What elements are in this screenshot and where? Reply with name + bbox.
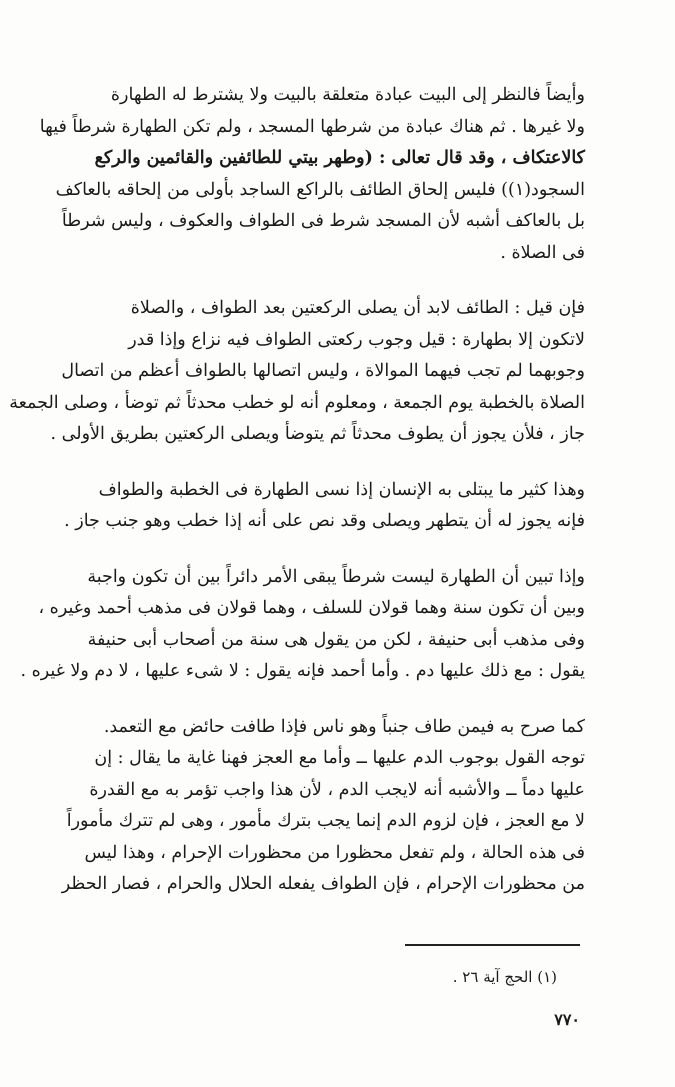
quran-verse-line: كالاعتكاف ، وقد قال تعالى : (وطهر بيتي للطائفين والقائمين والركع	[94, 148, 585, 168]
text-line: السجود(١)) فليس إلحاق الطائف بالراكع الساجد بأولى من إلحاقه بالعاكف	[55, 179, 585, 200]
paragraph-5	[61, 712, 585, 901]
text-line: وأيضاً فالنظر إلى البيت عبادة متعلقة بالبيت ولا يشترط له الطهارة	[110, 85, 585, 105]
text-line: وجوبهما لم تجب فيهما الموالاة ، وليس اتصالها بالطواف أعظم من اتصال	[61, 361, 585, 381]
text-line: يقول : مع ذلك عليها دم . وأما أحمد فإنه يقول : لا شىء عليها ، لا دم ولا غيره .	[20, 661, 585, 681]
text-line: ولا غيرها . ثم هناك عبادة من شرطها المسجد ، ولم تكن الطهارة شرطاً فيها	[39, 116, 585, 137]
text-line: عليها دماً ــ والأشبه أنه لايجب الدم ، لأن هذا واجب تؤمر به مع القدرة	[89, 779, 585, 800]
text-line: فإن قيل : الطائف لابد أن يصلى الركعتين بعد الطواف ، والصلاة	[130, 298, 585, 318]
paragraph-1	[39, 80, 585, 269]
footnote: (١) الحج آية ٢٦ .	[452, 968, 557, 986]
text-line: وبين أن تكون سنة وهما قولان للسلف ، وهما قولان فى مذهب أحمد وغيره ،	[38, 598, 585, 618]
text-line: كما صرح به فيمن طاف جنباً وهو ناس فإذا طافت حائض مع التعمد.	[103, 716, 585, 737]
text-line: فإنه يجوز له أن يتطهر ويصلى وقد نص على أنه إذا خطب وهو جنب جاز .	[64, 511, 585, 531]
text-line: لا مع العجز ، فإن لزوم الدم إنما يجب بترك مأمور ، وهى لم تترك مأموراً	[66, 811, 585, 831]
body-text	[9, 80, 585, 925]
text-line: جاز ، فلأن يجوز أن يطوف محدثاً ثم يتوضأ ويصلى الركعتين بطريق الأولى .	[50, 424, 585, 444]
footnote-divider	[405, 944, 580, 946]
text-line: الصلاة بالخطبة يوم الجمعة ، ومعلوم أنه لو خطب محدثاً ثم توضأ ، وصلى الجمعة	[9, 392, 585, 413]
text-line: توجه القول بوجوب الدم عليها ــ وأما مع العجز فهنا غاية ما يقال : إن	[94, 748, 585, 768]
text-line: وهذا كثير ما يبتلى به الإنسان إذا نسى الطهارة فى الخطبة والطواف	[98, 479, 585, 500]
text-line: لاتكون إلا بطهارة : قيل وجوب ركعتى الطواف فيه نزاع وإذا قدر	[128, 329, 585, 350]
paragraph-2	[9, 293, 585, 451]
text-line: فى الصلاة .	[500, 242, 585, 263]
paragraph-3	[64, 475, 585, 538]
page-number: ٧٧٠	[554, 1010, 580, 1029]
text-line: وفى مذهب أبى حنيفة ، لكن من يقول هى سنة من أصحاب أبى حنيفة	[87, 629, 585, 650]
text-line: فى هذه الحالة ، ولم تفعل محظورا من محظورات الإحرام ، وهذا ليس	[84, 842, 585, 863]
paragraph-4	[20, 562, 585, 688]
text-line: من محظورات الإحرام ، فإن الطواف يفعله الحلال والحرام ، فصار الحظر	[61, 874, 585, 894]
text-line: وإذا تبين أن الطهارة ليست شرطاً يبقى الأمر دائراً بين أن تكون واجبة	[87, 566, 585, 587]
text-line: بل بالعاكف أشبه لأن المسجد شرط فى الطواف والعكوف ، وليس شرطاً	[61, 211, 585, 231]
